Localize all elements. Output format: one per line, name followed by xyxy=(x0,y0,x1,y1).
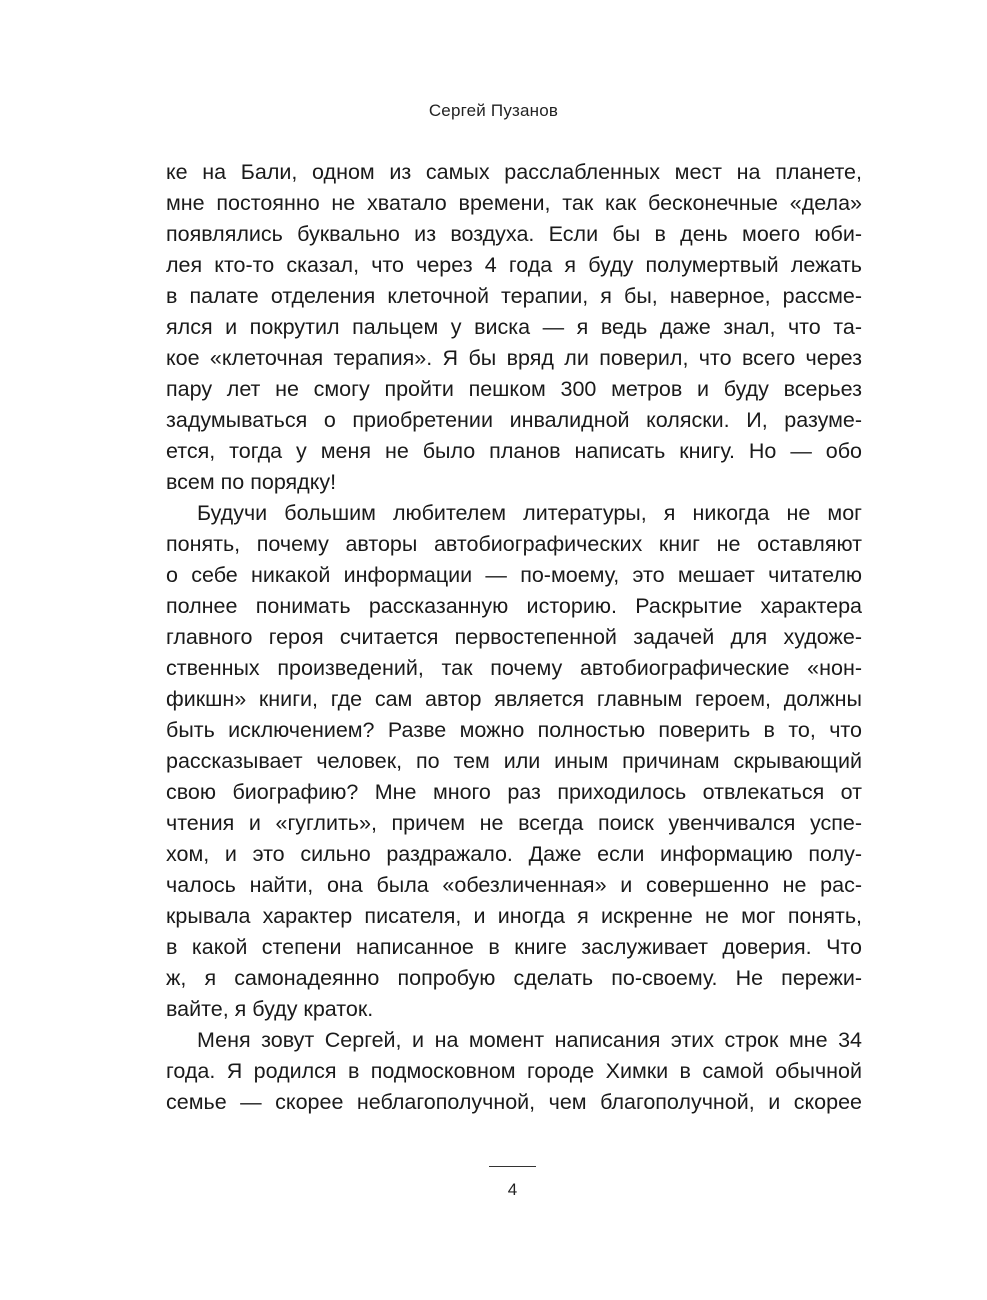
text-line: ж, я самонадеянно попробую сделать по-своему. Не пережи- xyxy=(166,966,862,990)
text-line: фикшн» книги, где сам автор является главным героем, должны xyxy=(166,687,862,711)
text-line: Меня зовут Сергей, и на момент написания этих строк мне 34 xyxy=(197,1028,862,1052)
footer-rule xyxy=(489,1166,536,1167)
text-line: главного героя считается первостепенной задачей для художе- xyxy=(166,625,862,649)
body-text xyxy=(166,157,862,1118)
text-line: пару лет не смогу пройти пешком 300 метров и буду всерьез xyxy=(166,377,862,401)
text-line: ке на Бали, одном из самых расслабленных мест на планете, xyxy=(166,160,862,184)
text-line: ственных произведений, так почему автобиографические «нон- xyxy=(166,656,862,680)
text-line: лея кто-то сказал, что через 4 года я буду полумертвый лежать xyxy=(166,253,862,277)
running-head-author: Сергей Пузанов xyxy=(428,101,559,120)
text-line: вайте, я буду краток. xyxy=(166,997,374,1021)
text-line: задумываться о приобретении инвалидной коляски. И, разуме- xyxy=(166,408,862,432)
text-line: ялся и покрутил пальцем у виска — я ведь даже знал, что та- xyxy=(166,315,862,339)
text-line: года. Я родился в подмосковном городе Химки в самой обычной xyxy=(166,1059,862,1083)
text-line: всем по порядку! xyxy=(166,470,337,494)
text-line: появлялись буквально из воздуха. Если бы в день моего юби- xyxy=(166,222,862,246)
text-line: в какой степени написанное в книге заслуживает доверия. Что xyxy=(166,935,862,959)
text-line: быть исключением? Разве можно полностью поверить в то, что xyxy=(166,718,862,742)
text-line: хом, и это сильно раздражало. Даже если информацию полу- xyxy=(166,842,862,866)
text-line: чалось найти, она была «обезличенная» и совершенно не рас- xyxy=(166,873,862,897)
text-line: в палате отделения клеточной терапии, я бы, наверное, рассме- xyxy=(166,284,862,308)
text-line: ется, тогда у меня не было планов написать книгу. Но — обо xyxy=(166,439,862,463)
text-line: рассказывает человек, по тем или иным причинам скрывающий xyxy=(166,749,862,773)
text-line: Будучи большим любителем литературы, я никогда не мог xyxy=(197,501,862,525)
text-line: чтения и «гуглить», причем не всегда поиск увенчивался успе- xyxy=(166,811,862,835)
text-line: о себе никакой информации — по-моему, это мешает читателю xyxy=(166,563,862,587)
page-number: 4 xyxy=(507,1180,518,1199)
text-line: понять, почему авторы автобиографических книг не оставляют xyxy=(166,532,862,556)
text-line: крывала характер писателя, и иногда я искренне не мог понять, xyxy=(166,904,862,928)
text-line: свою биографию? Мне много раз приходилось отвлекаться от xyxy=(166,780,862,804)
text-line: семье — скорее неблагополучной, чем благополучной, и скорее xyxy=(166,1090,862,1114)
text-line: мне постоянно не хватало времени, так как бесконечные «дела» xyxy=(166,191,862,215)
text-line: кое «клеточная терапия». Я бы вряд ли поверил, что всего через xyxy=(166,346,862,370)
text-line: полнее понимать рассказанную историю. Раскрытие характера xyxy=(166,594,862,618)
